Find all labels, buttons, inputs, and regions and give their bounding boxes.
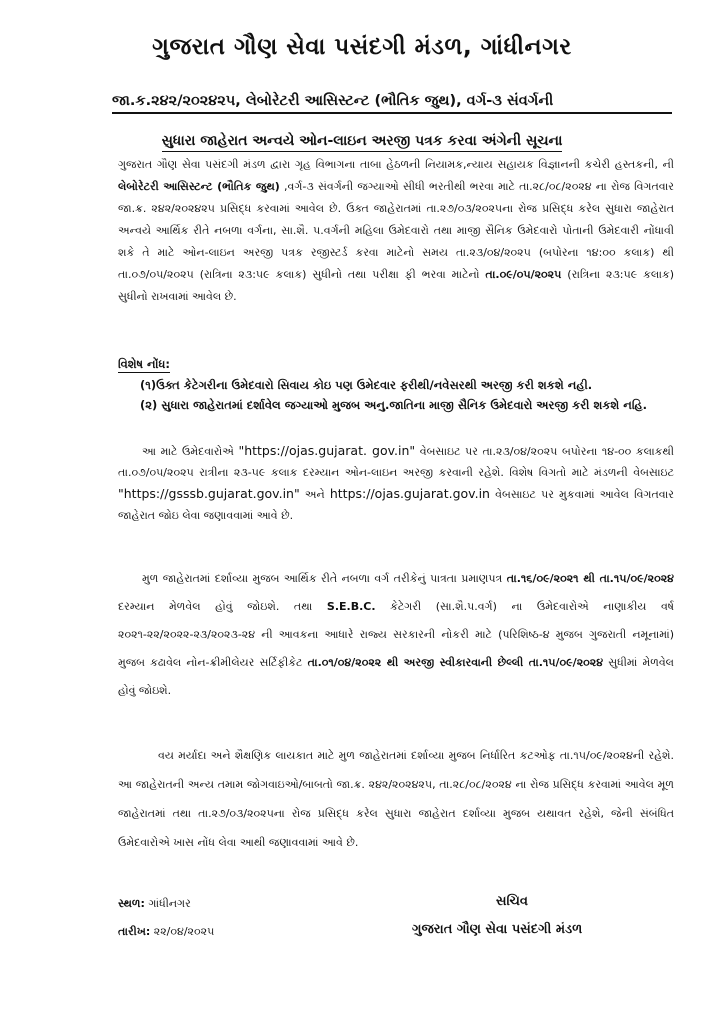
special-note-2: (૨) સુધારા જાહેરાતમાં દર્શાવેલ જગ્યાઓ મુજબ અનુ.જાતિના માજી સૈનિક ઉમેદવારો અરજી કરી શકશે નહિ. [140,398,648,412]
intro-paragraph [118,154,674,308]
signatory-title: સચિવ [496,894,528,909]
special-notes [140,375,674,415]
date-label: તારીખ: [118,925,151,938]
application-text-2: વેબસાઇટ પર તા.૨૩/૦૪/૨૦૨૫ બપોરના ૧૪-૦૦ કલાકથી તા.૦૭/૦૫/૨૦૨૫ રાત્રીના ૨૩-૫૯ કલાક દરમ્યાન ઓન-લાઇન અરજી કરવાની રહેશે. વિશેષ વિગતો માટે મંડળની વેબસાઇટ [118,445,674,479]
place-value: ગાંધીનગર [148,897,191,910]
gsssb-link[interactable]: "https://gsssb.gujarat.gov.in" [118,486,300,501]
intro-text-1: ગુજરાત ગૌણ સેવા પસંદગી મંડળ દ્વારા ગૃહ વિભાગના તાબા હેઠળની નિયામક,ન્યાય સહાયક વિજ્ઞાનની કચેરી હસ્તકની, ની [118,158,674,171]
fee-deadline-date: તા.૦૯/૦૫/૨૦૨૫ [485,268,562,281]
certificate-text-1: મુળ જાહેરાતમાં દર્શાવ્યા મુજબ આર્થિક રીતે નબળા વર્ગ તરીકેનું પાત્રતા પ્રમાણપત્ર [142,572,507,585]
certificate-text-4: સુધીમાં મેળવેલ હોવું જોઇશે. [118,656,674,697]
date-value: ૨૨/૦૪/૨૦૨૫ [153,925,215,938]
date-line [118,925,214,939]
notice-subject-wrapper [0,130,724,149]
ojas-link-2[interactable]: https://ojas.gujarat.gov.in [329,486,490,501]
ncl-date-range: તા.૦૧/૦૪/૨૦૨૨ થી અરજી સ્વીકારવાની છેલ્લી તા.૧૫/૦૯/૨૦૨૪ [307,656,604,669]
special-note-1: (૧)ઉક્ત કેટેગરીના ઉમેદવારો સિવાય કોઇ પણ ઉમેદવાર ફરીથી/નવેસરથી અરજી કરી શકશે નહી. [140,378,593,392]
notice-subject: સુધારા જાહેરાત અન્વયે ઓન-લાઇન અરજી પત્રક કરવા અંગેની સૂચના [162,133,563,152]
page-title: ગુજરાત ગૌણ સેવા પસંદગી મંડળ, ગાંધીનગર [152,34,572,60]
application-text-1: આ માટે ઉમેદવારોએ [142,445,239,458]
application-paragraph [118,440,674,526]
certificate-text-3: કેટેગરી (સા.શૈ.પ.વર્ગ) ના ઉમેદવારોએ નાણાકીય વર્ષ ૨૦૨૧-૨૨/૨૦૨૨-૨૩/૨૦૨૩-૨૪ ની આવકના આધારે રાજ્ય સરકારની નોકરી માટે (પરિશિષ્ઠ-૪ મુજબ ગુજરાતી નમૂનામાં) મુજબ કઢાવેલ નોન-ક્રીમીલેયર સર્ટિફીકેટ [118,600,674,669]
special-note-label: વિશેષ નોંધ: [118,357,171,371]
certificate-text-2: દરમ્યાન મેળવેલ હોવું જોઇશે. તથા [118,600,327,613]
place-line [118,897,191,911]
place-label: સ્થળ: [118,897,145,910]
signatory-office: ગુજરાત ગૌણ સેવા પસંદગી મંડળ [412,922,583,937]
intro-text-2: ,વર્ગ-૩ સંવર્ગની જગ્યાઓ સીધી ભરતીથી ભરવા માટે તા.૨૮/૦૮/૨૦૨૪ ના રોજ વિગતવાર જા.ક્ર. ૨૪૨/૨૦૨૪૨૫ પ્રસિદ્ધ કરવામાં આવેલ છે. ઉક્ત જાહેરાતમાં તા.૨૭/૦૩/૨૦૨૫ના રોજ પ્રસિદ્ધ કરેલ સુધારા જાહેરાત અન્વયે આર્થિક રીતે નબળા વર્ગના, સા.શૈ. પ.વર્ગની મહિલા ઉમેદવારો તથા માજી સૈનિક ઉમેદવારો પોતાની ઉમેદવારી નોંધાવી શકે તે માટે ઓન-લાઇન અરજી પત્રક રજીસ્ટર્ડ કરવા માટેનો સમય તા.૨૩/૦૪/૨૦૨૫ (બપોરના ૧૪:૦૦ કલાક) થી તા.૦૭/૦૫/૨૦૨૫ (રાત્રિના ૨૩:૫૯ કલાક) સુધીનો તથા પરીક્ષા ફી ભરવા માટેનો [118,180,674,281]
ews-date-range: તા.૧૬/૦૯/૨૦૨૧ થી તા.૧૫/૦૯/૨૦૨૪ [506,572,674,585]
certificate-paragraph [118,565,674,705]
ojas-link[interactable]: "https://ojas.gujarat. gov.in" [238,443,416,458]
application-text-4: વેબસાઇટ પર મુકવામાં આવેલ વિગતવાર જાહેરાત જોઇ લેવા જણાવવામાં આવે છે. [118,488,674,522]
intro-text-3: (રાત્રિના ૨૩:૫૯ કલાક) સુધીનો રાખવામાં આવેલ છે. [118,268,675,303]
eligibility-paragraph: વય મર્યાદા અને શૈક્ષણિક લાયકાત માટે મુળ જાહેરાતમાં દર્શાવ્યા મુજબ નિર્ધારિત કટઓફ તા.૧૫/૦૯/૨૦૨૪ની રહેશે. આ જાહેરાતની અન્ય તમામ જોગવાઇઓ/બાબતો જા.ક્ર. ૨૪૨/૨૦૨૪૨૫, તા.૨૮/૦૮/૨૦૨૪ ના રોજ પ્રસિદ્ધ કરવામાં આવેલ મૂળ જાહેરાતમાં તથા તા.૨૭/૦૩/૨૦૨૫ના રોજ પ્રસિદ્ધ કરેલ સુધારા જાહેરાત દર્શાવ્યા મુજબ યથાવત રહેશે, જેની સંબંધિત ઉમેદવારોએ ખાસ નોંધ લેવા આથી જણાવવામાં આવે છે. [118,749,674,849]
advertisement-reference: જા.ક.૨૪૨/૨૦૨૪૨૫, લેબોરેટરી આસિસ્ટન્ટ (ભૌતિક જુથ), વર્ગ-૩ સંવર્ગની [112,93,672,114]
post-name: લેબોરેટરી આસિસ્ટન્ટ (ભૌતિક જુથ) [118,180,280,193]
sebc-label: S.E.B.C. [326,600,376,613]
application-text-3: અને [299,488,330,501]
